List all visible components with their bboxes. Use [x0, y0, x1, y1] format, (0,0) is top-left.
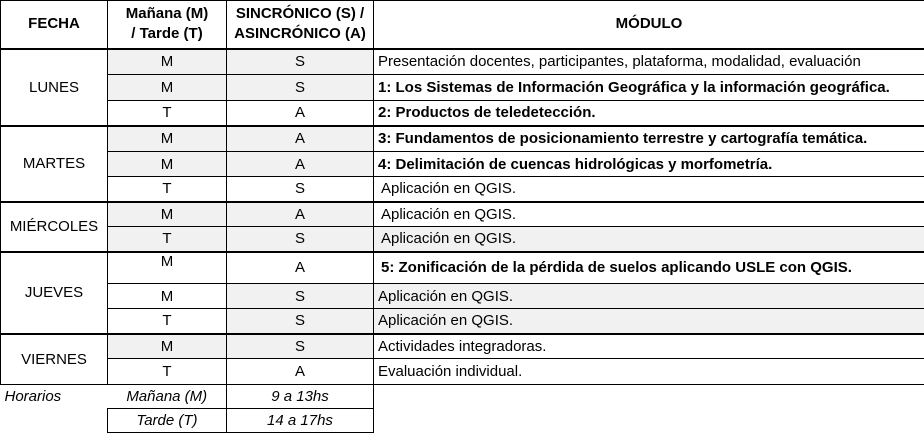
turno-cell: M: [108, 252, 227, 284]
horarios-label: Horarios: [1, 385, 108, 409]
modulo-cell: 2: Productos de teledetección.: [374, 101, 924, 126]
modo-cell: S: [227, 334, 374, 359]
horarios-row-manana: [1, 385, 924, 409]
modulo-cell: Aplicación en QGIS.: [374, 284, 924, 309]
modo-cell: S: [227, 49, 374, 75]
table-row: [1, 334, 924, 359]
turno-cell: M: [108, 334, 227, 359]
header-row: [1, 1, 924, 49]
horarios-row-tarde: [1, 409, 924, 433]
table-row: [1, 101, 924, 126]
modulo-cell: 3: Fundamentos de posicionamiento terrestre y cartografía temática.: [374, 126, 924, 152]
table-row: [1, 359, 924, 385]
turno-cell: M: [108, 284, 227, 309]
turno-cell: T: [108, 177, 227, 202]
table-row: [1, 202, 924, 227]
horarios-tarde-value: 14 a 17hs: [227, 409, 374, 433]
table-row: [1, 227, 924, 252]
modulo-cell: Evaluación individual.: [374, 359, 924, 385]
turno-cell: M: [108, 49, 227, 75]
table-row: [1, 152, 924, 177]
modo-cell: A: [227, 101, 374, 126]
modo-cell: S: [227, 284, 374, 309]
modulo-cell: Aplicación en QGIS.: [374, 202, 924, 227]
modo-cell: A: [227, 202, 374, 227]
modo-cell: A: [227, 359, 374, 385]
modo-cell: A: [227, 252, 374, 284]
turno-cell: M: [108, 152, 227, 177]
horarios-tarde-label: Tarde (T): [108, 409, 227, 433]
turno-cell: M: [108, 202, 227, 227]
day-miercoles: MIÉRCOLES: [1, 202, 108, 252]
turno-cell: T: [108, 309, 227, 334]
modo-cell: S: [227, 75, 374, 101]
modo-cell: S: [227, 227, 374, 252]
turno-cell: T: [108, 227, 227, 252]
table-row: [1, 309, 924, 334]
modulo-cell: 1: Los Sistemas de Información Geográfica y la información geográfica.: [374, 75, 924, 101]
table-row: [1, 49, 924, 75]
turno-cell: M: [108, 75, 227, 101]
day-viernes: VIERNES: [1, 334, 108, 385]
day-jueves: JUEVES: [1, 252, 108, 334]
modo-cell: A: [227, 126, 374, 152]
day-lunes: LUNES: [1, 49, 108, 126]
table-row: [1, 177, 924, 202]
modulo-cell: Aplicación en QGIS.: [374, 309, 924, 334]
turno-cell: T: [108, 359, 227, 385]
table-row: [1, 284, 924, 309]
modulo-cell: Aplicación en QGIS.: [374, 177, 924, 202]
header-modulo: MÓDULO: [374, 1, 924, 49]
horarios-manana-value: 9 a 13hs: [227, 385, 374, 409]
turno-cell: M: [108, 126, 227, 152]
modulo-cell: Presentación docentes, participantes, plataforma, modalidad, evaluación: [374, 49, 924, 75]
modo-cell: S: [227, 177, 374, 202]
modo-cell: S: [227, 309, 374, 334]
modulo-cell: 5: Zonificación de la pérdida de suelos aplicando USLE con QGIS.: [374, 252, 924, 284]
day-martes: MARTES: [1, 126, 108, 202]
modo-cell: A: [227, 152, 374, 177]
header-modo: SINCRÓNICO (S) / ASINCRÓNICO (A): [227, 1, 374, 49]
header-turno: Mañana (M) / Tarde (T): [108, 1, 227, 49]
modulo-cell: Actividades integradoras.: [374, 334, 924, 359]
table-row: [1, 126, 924, 152]
table-row: [1, 75, 924, 101]
header-fecha: FECHA: [1, 1, 108, 49]
modulo-cell: 4: Delimitación de cuencas hidrológicas y morfometría.: [374, 152, 924, 177]
turno-cell: T: [108, 101, 227, 126]
modulo-cell: Aplicación en QGIS.: [374, 227, 924, 252]
horarios-manana-label: Mañana (M): [108, 385, 227, 409]
table-row: [1, 252, 924, 284]
